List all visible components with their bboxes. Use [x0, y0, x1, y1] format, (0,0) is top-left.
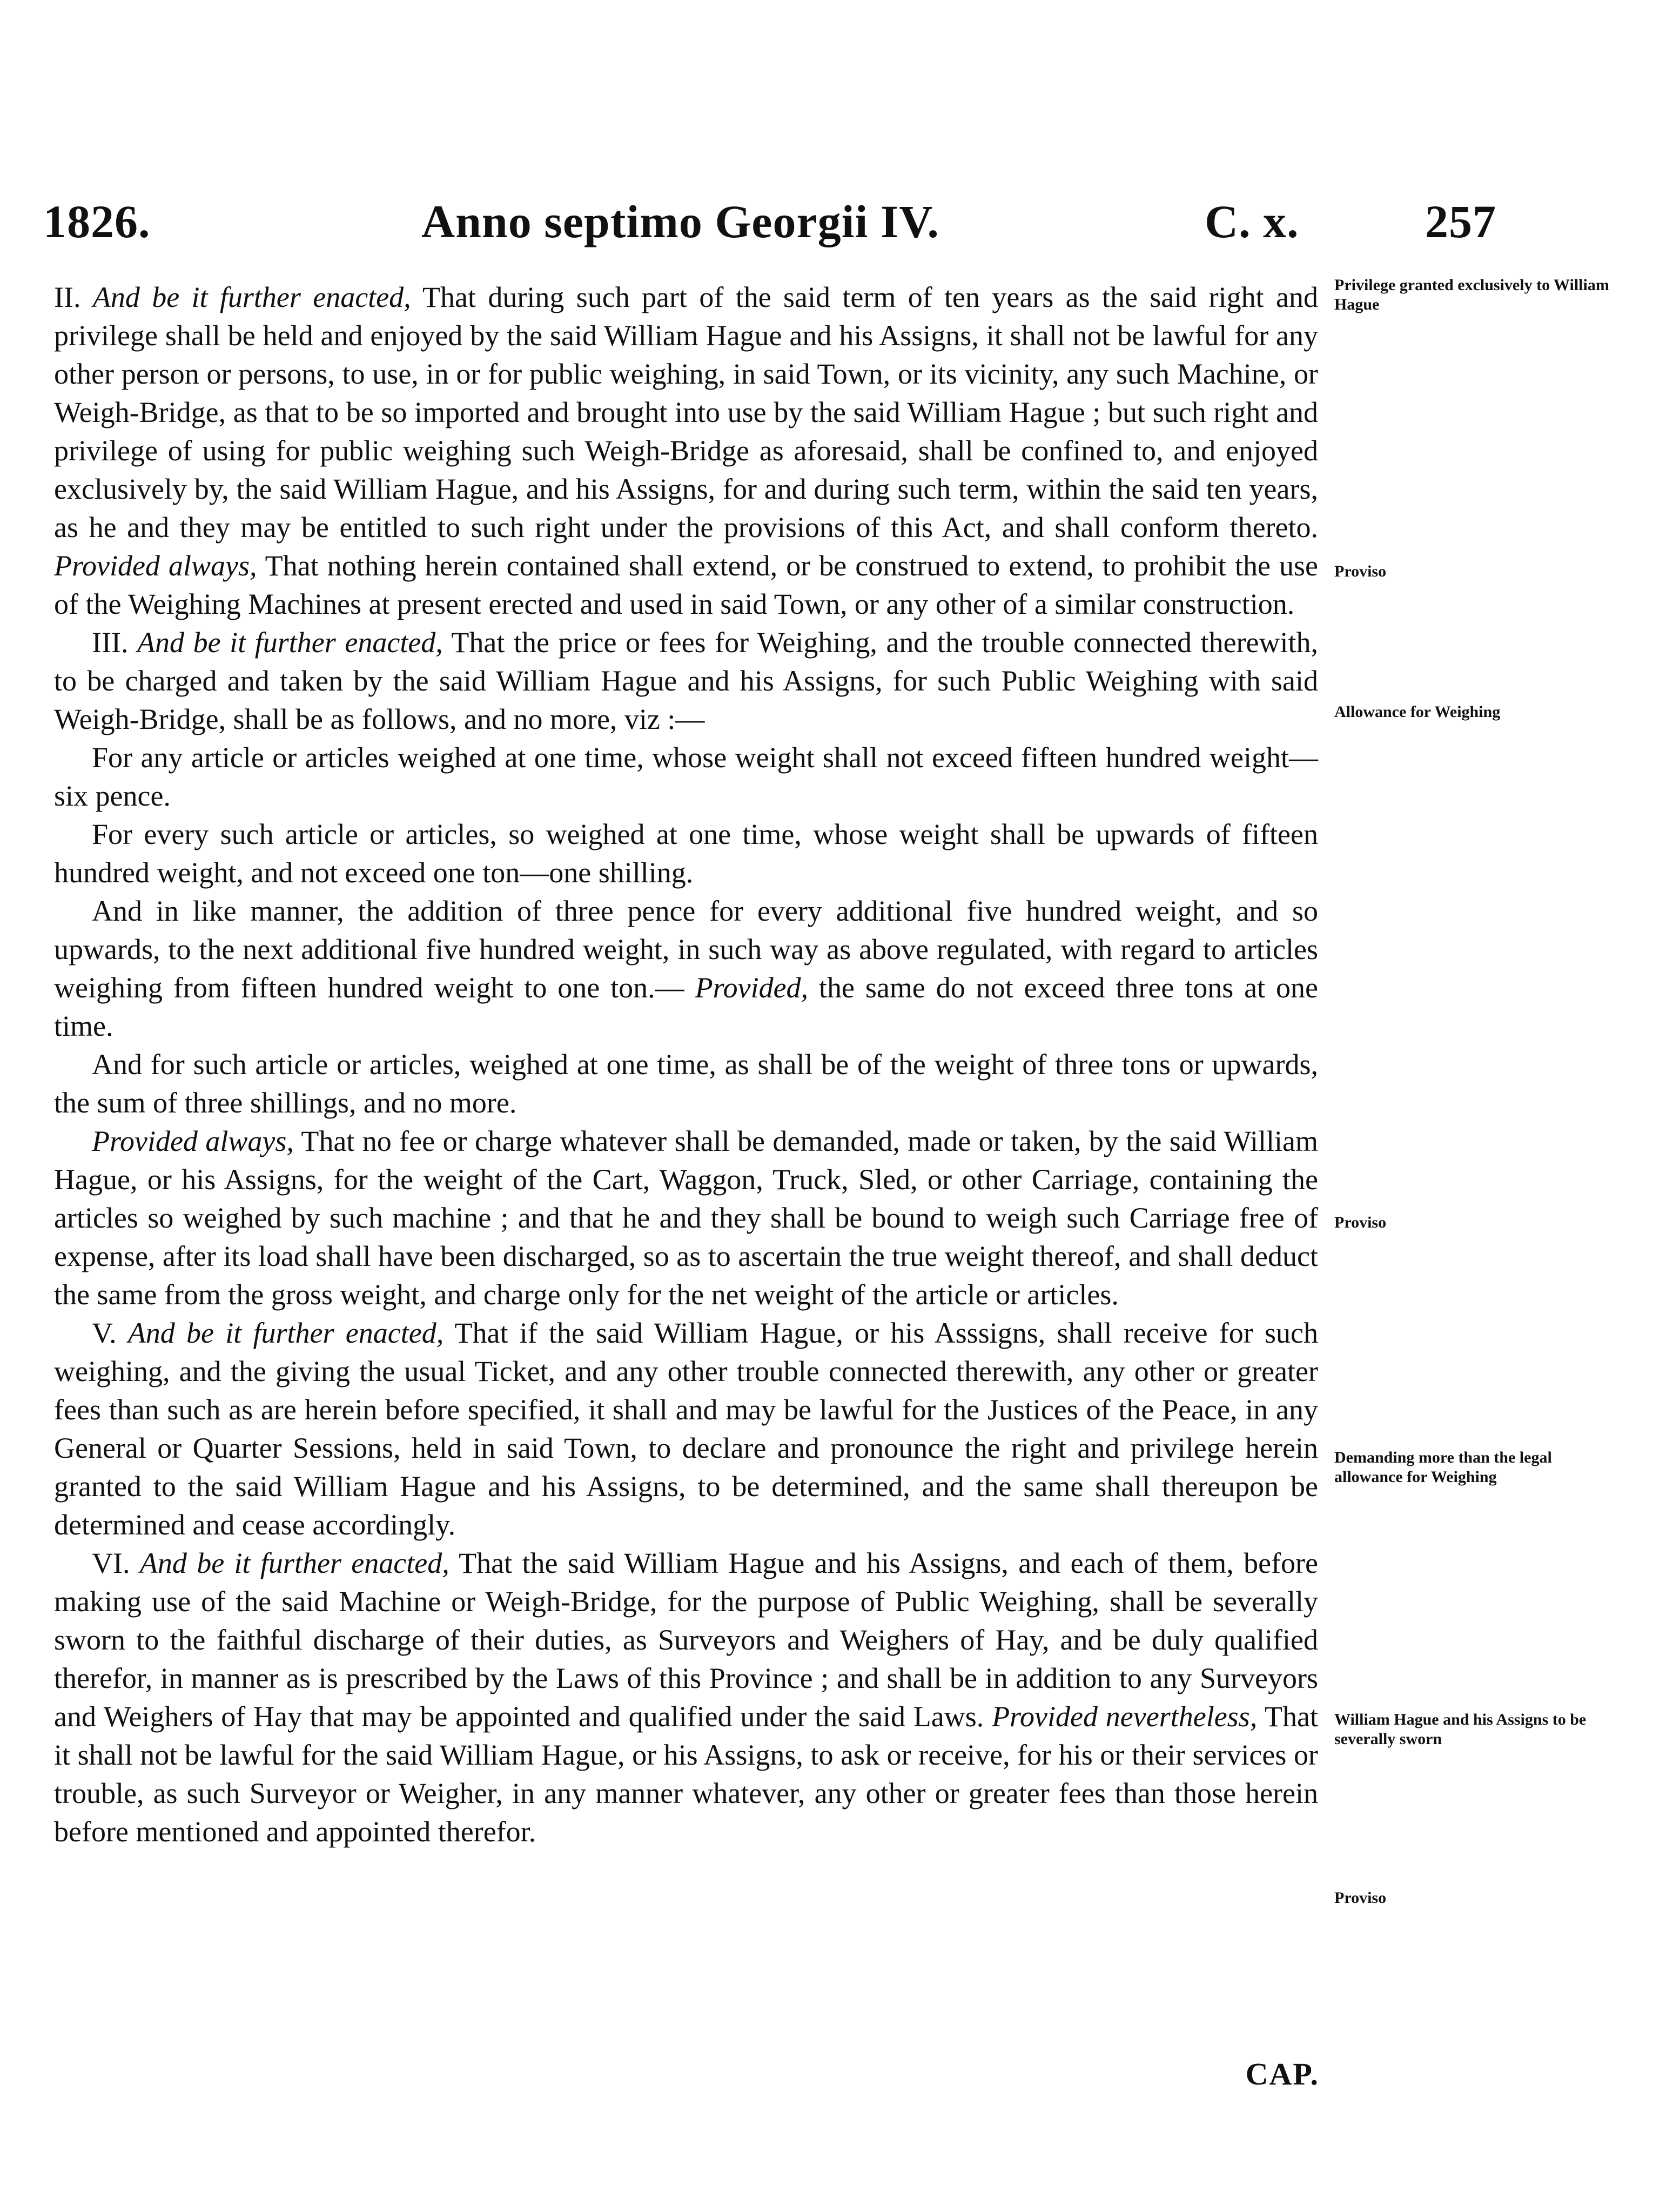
enacting-clause: And be it further enacted,: [92, 281, 411, 313]
proviso-phrase: Provided,: [695, 971, 809, 1004]
section-number: III.: [92, 626, 129, 659]
section-6: [54, 1544, 1318, 1851]
section-number: V.: [92, 1317, 117, 1349]
enacting-clause: And be it further enacted,: [127, 1317, 444, 1349]
fee-paragraph-1: For any article or articles weighed at one time, whose weight shall not exceed fifteen hundred weight—six pence.: [54, 741, 1318, 812]
margin-note-demanding: Demanding more than the legal allowance for Weighing: [1334, 1449, 1552, 1486]
proviso-text: That nothing herein contained shall extend, or be construed to extend, to prohibit the use of the Weighing Machines at present erected and used in said Town, or any other of a similar construction.: [54, 549, 1319, 620]
section-text: That if the said William Hague, or his Asssigns, shall receive for such weighing, and the giving the usual Ticket, and any other trouble connected therewith, any other or greater fees than such as are herein before specified, it shall and may be lawful for the Justices of the Peace, in any General or Quarter Sessions, held in said Town, to declare and pronounce the right and privilege herein granted to the said William Hague and his Assigns, to be determined, and the same shall thereupon be determined and cease accordingly.: [54, 1317, 1319, 1541]
margin-note-allowance: Allowance for Weighing: [1334, 703, 1501, 721]
fee-text: And in like manner, the addition of three pence for every additional five hundred weight, and so upwards, to the next additional five hundred weight, in such way as above regulated, with regard to articles weighing from fifteen hundred weight to one ton.—: [54, 895, 1318, 1004]
section-2: [54, 278, 1318, 624]
page-number: 257: [1425, 196, 1496, 247]
section-3: [54, 624, 1318, 739]
fee-text-tail: the same do not exceed three tons at one time.: [54, 971, 1318, 1042]
margin-note-proviso: Proviso: [1334, 1214, 1387, 1231]
enacting-clause: And be it further enacted,: [139, 1547, 449, 1579]
fee-paragraph-3: [54, 892, 1318, 1045]
section-number: VI.: [92, 1547, 130, 1579]
running-header: [43, 189, 1496, 254]
proviso-phrase: Provided always,: [92, 1125, 294, 1157]
section-5: [54, 1314, 1318, 1544]
fee-paragraph-2: For every such article or articles, so weighed at one time, whose weight shall be upwards of fifteen hundred weight, and not exceed one ton—one shilling.: [54, 818, 1318, 889]
proviso-phrase: Provided always,: [54, 549, 257, 582]
section-text: That the said William Hague and his Assigns, and each of them, before making use of the said Machine or Weigh-Bridge, for the purpose of Public Weighing, shall be severally sworn to the faithful discharge of their duties, as Surveyors and Weighers of Hay, and be duly qualified therefor, in manner as is prescribed by the Laws of this Province ; and shall be in addition to any Surveyors and Weighers of Hay that may be appointed and qualified under the said Laws.: [54, 1547, 1319, 1733]
catchword: CAP.: [1245, 2056, 1319, 2092]
section-number: II.: [54, 281, 81, 313]
proviso-paragraph: [54, 1122, 1318, 1314]
margin-note-privilege: Privilege granted exclusively to William Hague: [1334, 276, 1609, 313]
header-year: 1826.: [43, 196, 151, 247]
enacting-clause: And be it further enacted,: [137, 626, 443, 659]
header-title: Anno septimo Georgii IV.: [421, 196, 939, 247]
section-text: That during such part of the said term of ten years as the said right and privilege shall be held and enjoyed by the said William Hague and his Assigns, it shall not be lawful for any other person or persons, to use, in or for public weighing, in said Town, or its vicinity, any such Machine, or Weigh-Bridge, as that to be so imported and brought into use by the said William Hague ; but such right and privilege of using for public weighing such Weigh-Bridge as aforesaid, shall be confined to, and enjoyed exclusively by, the said William Hague, and his Assigns, for and during such term, within the said ten years, as he and they may be entitled to such right under the provisions of this Act, and shall conform thereto.: [54, 281, 1319, 544]
fee-paragraph-4: And for such article or articles, weighed at one time, as shall be of the weight of three tons or upwards, the sum of three shillings, and no more.: [54, 1048, 1318, 1119]
margin-note-proviso: Proviso: [1334, 562, 1387, 580]
proviso-text: That no fee or charge whatever shall be demanded, made or taken, by the said William Hague, or his Assigns, for the weight of the Cart, Waggon, Truck, Sled, or other Carriage, containing the articles so weighed by such machine ; and that he and they shall be bound to weigh such Carriage free of expense, after its load shall have been discharged, so as to ascertain the true weight thereof, and shall deduct the same from the gross weight, and charge only for the net weight of the article or articles.: [54, 1125, 1318, 1311]
proviso-phrase: Provided nevertheless,: [992, 1700, 1258, 1733]
main-text: [54, 278, 1318, 1851]
header-chapter: C. x.: [1205, 196, 1299, 247]
proviso-text: That it shall not be lawful for the said William Hague, or his Assigns, to ask or receive, for his or their services or trouble, as such Surveyor or Weigher, in any manner whatever, any other or greater fees than those herein before mentioned and appointed therefor.: [54, 1700, 1319, 1848]
margin-note-proviso: Proviso: [1334, 1889, 1387, 1907]
section-text: That the price or fees for Weighing, and the trouble connected therewith, to be charged and taken by the said William Hague and his Assigns, for such Public Weighing with said Weigh-Bridge, shall be as follows, and no more, viz :—: [54, 626, 1319, 735]
margin-note-sworn: William Hague and his Assigns to be severally sworn: [1334, 1711, 1587, 1748]
